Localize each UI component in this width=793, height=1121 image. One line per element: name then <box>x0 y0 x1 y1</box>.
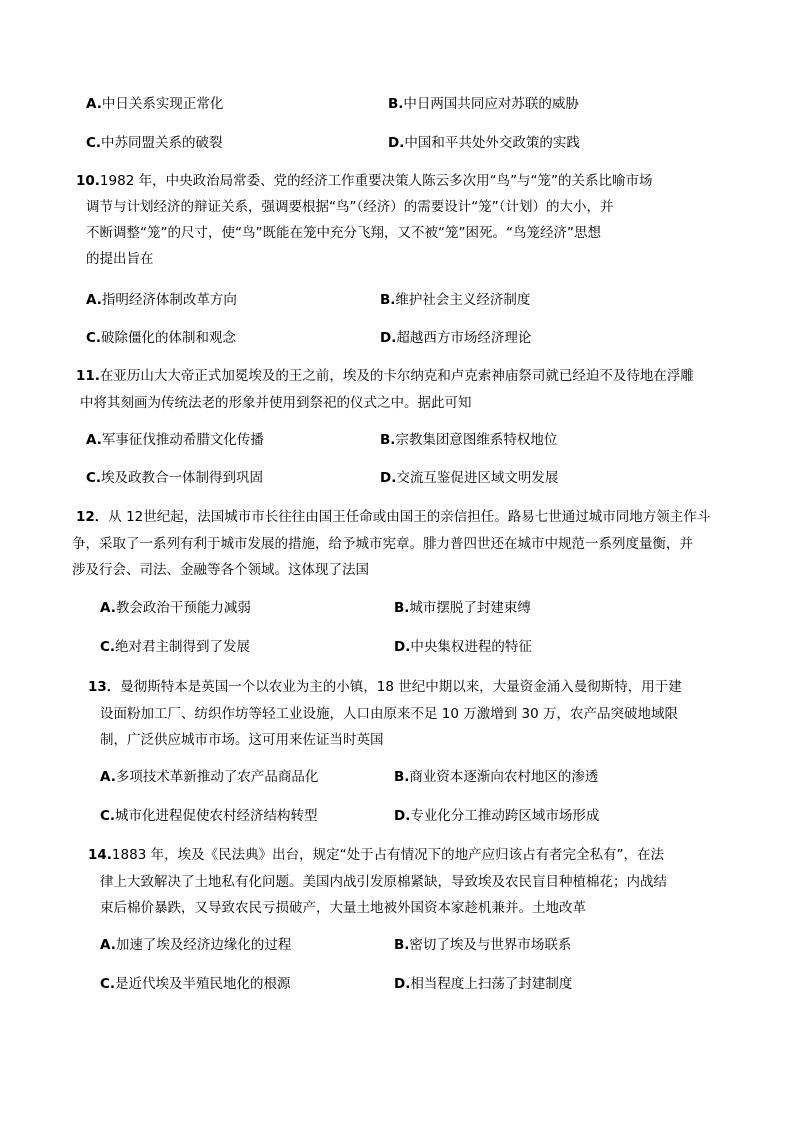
q14-option-d[interactable] <box>394 974 572 994</box>
option-letter: C. <box>100 639 116 655</box>
option-letter: A. <box>86 292 102 308</box>
q14-option-a[interactable] <box>100 935 291 955</box>
option-text: 中苏同盟关系的破裂 <box>101 135 223 151</box>
option-text: 宗教集团意图维系特权地位 <box>395 432 558 448</box>
stem-text: 曼彻斯特本是英国一个以农业为主的小镇，18 世纪中期以来，大量资金涌入曼彻斯特，用于建 <box>120 679 682 695</box>
option-letter: A. <box>86 96 102 112</box>
q9-option-b[interactable] <box>388 94 579 114</box>
q11-option-a[interactable] <box>86 430 264 450</box>
q11-stem-line-2: 中将其刻画为传统法老的形象并使用到祭祀的仪式之中。据此可知 <box>80 395 472 411</box>
option-text: 指明经济体制改革方向 <box>101 292 237 308</box>
q12-option-b[interactable] <box>394 598 531 618</box>
option-text: 中日关系实现正常化 <box>101 96 224 112</box>
q12-option-a[interactable] <box>100 598 251 618</box>
q10-stem-line-1 <box>76 171 653 191</box>
option-text: 教会政治干预能力减弱 <box>115 600 251 616</box>
option-letter: C. <box>100 808 116 824</box>
option-text: 专业化分工推动跨区域市场形成 <box>410 808 600 824</box>
q13-stem-line-2: 设面粉加工厂、纺织作坊等轻工业设施，人口由原来不足 10 万激增到 30 万，农产品突破地域限 <box>100 706 679 722</box>
option-letter: A. <box>100 600 116 616</box>
option-letter: A. <box>100 769 116 785</box>
option-text: 中央集权进程的特征 <box>410 639 532 655</box>
q14-stem-line-1 <box>88 845 664 865</box>
question-number: 14. <box>88 847 112 863</box>
question-number: 10. <box>76 173 100 189</box>
q11-option-d[interactable] <box>380 468 558 488</box>
option-letter: B. <box>388 96 404 112</box>
option-letter: D. <box>394 808 411 824</box>
option-text: 相当程度上扫荡了封建制度 <box>410 976 573 992</box>
option-text: 绝对君主制得到了发展 <box>115 639 251 655</box>
option-text: 商业资本逐渐向农村地区的渗透 <box>409 769 599 785</box>
q12-stem-line-2: 争，采取了一系列有利于城市发展的措施，给予城市宪章。腓力普四世还在城市中规范一系列度量衡，并 <box>72 536 693 552</box>
stem-text: 从 12世纪起，法国城市市长往往由国王任命或由国王的亲信担任。路易七世通过城市同地方领主作斗 <box>108 509 711 525</box>
option-text: 破除僵化的体制和观念 <box>101 330 237 346</box>
option-letter: D. <box>394 639 411 655</box>
q14-stem-line-3: 束后棉价暴跌，又导致农民亏损破产，大量土地被外国资本家趁机兼并。土地改革 <box>100 900 586 916</box>
question-number: 11. <box>76 368 100 384</box>
option-letter: D. <box>388 135 405 151</box>
option-text: 是近代埃及半殖民地化的根源 <box>115 976 291 992</box>
q14-option-c[interactable] <box>100 974 291 994</box>
option-text: 城市化进程促使农村经济结构转型 <box>115 808 318 824</box>
q12-stem-line-1 <box>76 507 710 527</box>
q9-option-c[interactable] <box>86 133 223 153</box>
q13-option-d[interactable] <box>394 806 599 826</box>
option-letter: C. <box>100 976 116 992</box>
q9-option-d[interactable] <box>388 133 580 153</box>
q12-option-d[interactable] <box>394 637 532 657</box>
option-letter: B. <box>394 600 410 616</box>
option-text: 埃及政教合一体制得到巩固 <box>101 470 264 486</box>
q10-stem-line-2: 调节与计划经济的辩证关系，强调要根据“鸟”（经济）的需要设计“笼”（计划）的大小，并 <box>86 199 614 215</box>
q11-option-c[interactable] <box>86 468 263 488</box>
option-letter: B. <box>380 432 396 448</box>
option-letter: D. <box>380 330 397 346</box>
option-text: 多项技术革新推动了农产品商品化 <box>115 769 319 785</box>
q10-option-a[interactable] <box>86 290 237 310</box>
stem-text: 1883 年，埃及《民法典》出台，规定“处于占有情况下的地产应归该占有者完全私有”，在法 <box>111 847 665 863</box>
stem-text: 在亚历山大大帝正式加冕埃及的王之前，埃及的卡尔纳克和卢克索神庙祭司就已经迫不及待地在浮雕 <box>99 368 694 384</box>
option-text: 超越西方市场经济理论 <box>396 330 532 346</box>
option-letter: B. <box>380 292 396 308</box>
option-letter: D. <box>394 976 411 992</box>
q10-option-b[interactable] <box>380 290 530 310</box>
q10-stem-line-3: 不断调整“笼”的尺寸，使“鸟”既能在笼中充分飞翔，又不被“笼”困死。“鸟笼经济”思想 <box>86 225 601 241</box>
question-number: 12． <box>76 509 109 525</box>
option-letter: A. <box>100 937 116 953</box>
option-letter: C. <box>86 330 102 346</box>
option-text: 维护社会主义经济制度 <box>395 292 531 308</box>
q13-option-c[interactable] <box>100 806 318 826</box>
question-number: 13． <box>88 679 121 695</box>
q13-option-a[interactable] <box>100 767 318 787</box>
option-letter: C. <box>86 135 102 151</box>
option-text: 城市摆脱了封建束缚 <box>409 600 531 616</box>
option-letter: C. <box>86 470 102 486</box>
q9-option-a[interactable] <box>86 94 223 114</box>
q12-stem-line-3: 涉及行会、司法、金融等各个领域。这体现了法国 <box>72 562 369 578</box>
option-text: 密切了埃及与世界市场联系 <box>409 937 572 953</box>
stem-text: 1982 年，中央政治局常委、党的经济工作重要决策人陈云多次用“鸟”与“笼”的关系比喻市场 <box>99 173 653 189</box>
option-text: 交流互鉴促进区域文明发展 <box>396 470 559 486</box>
option-letter: A. <box>86 432 102 448</box>
q10-stem-line-4: 的提出旨在 <box>86 251 154 267</box>
q10-option-c[interactable] <box>86 328 236 348</box>
q12-option-c[interactable] <box>100 637 250 657</box>
q14-option-b[interactable] <box>394 935 571 955</box>
q14-stem-line-2: 律上大致解决了土地私有化问题。美国内战引发原棉紧缺，导致埃及农民盲目种植棉花；内战结 <box>100 874 667 890</box>
option-letter: D. <box>380 470 397 486</box>
option-text: 加速了埃及经济边缘化的过程 <box>115 937 292 953</box>
q11-stem-line-1 <box>76 366 694 386</box>
q13-stem-line-3: 制，广泛供应城市市场。这可用来佐证当时英国 <box>100 732 384 748</box>
q10-option-d[interactable] <box>380 328 531 348</box>
option-text: 中日两国共同应对苏联的威胁 <box>403 96 579 112</box>
q13-option-b[interactable] <box>394 767 598 787</box>
option-letter: B. <box>394 937 410 953</box>
option-text: 中国和平共处外交政策的实践 <box>404 135 580 151</box>
option-text: 军事征伐推动希腊文化传播 <box>101 432 264 448</box>
q13-stem-line-1 <box>88 677 682 697</box>
q11-option-b[interactable] <box>380 430 557 450</box>
option-letter: B. <box>394 769 410 785</box>
